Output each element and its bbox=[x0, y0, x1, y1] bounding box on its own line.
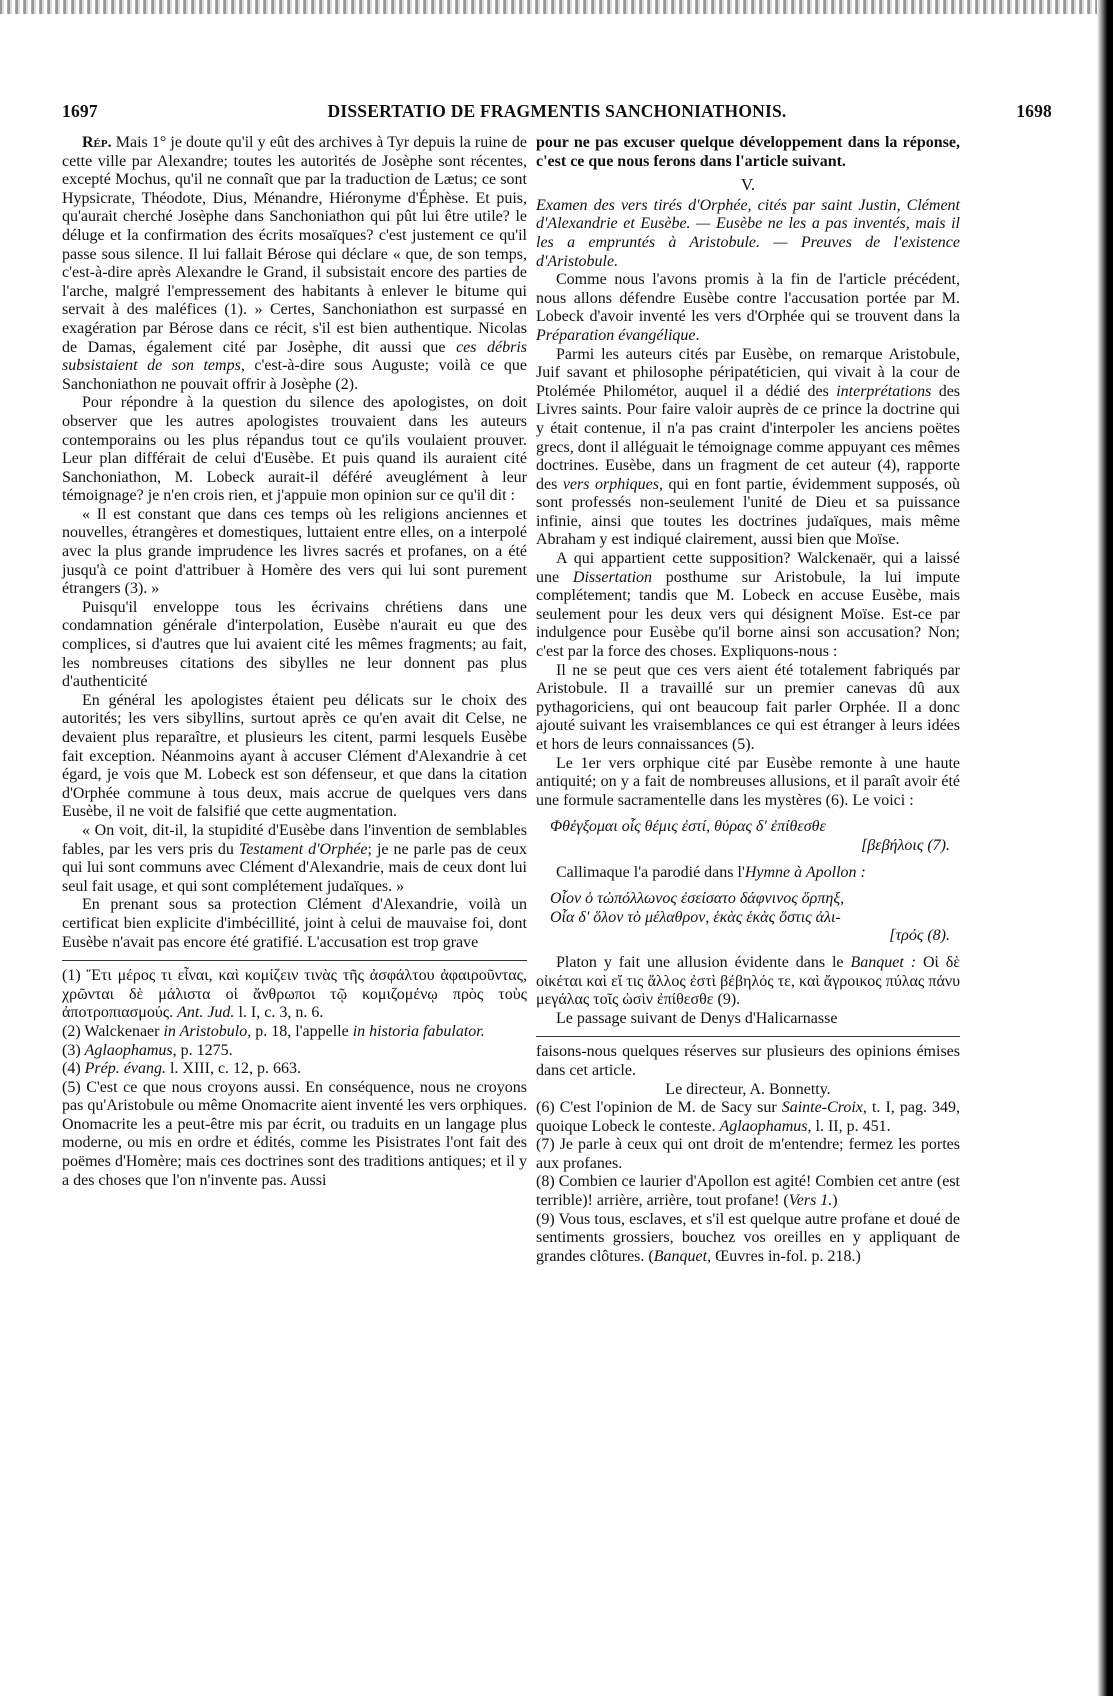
paragraph-text: des Livres saints. Pour faire valoir auprès de ce prince la doctrine qui y était contenue, il n'a pas craint d'interpoler les anciens poëtes grecs, dont il alléguait le témoignage comme appuyant ces mêmes doctrines. Eusèbe, dans un fragment de cet auteur (4), rapporte des bbox=[536, 382, 961, 493]
footnote bbox=[536, 1173, 960, 1210]
section-summary: Examen des vers tirés d'Orphée, cités par saint Justin, Clément d'Alexandrie et Eusèbe. — Eusèbe ne les a pas inventés, mais il les a empruntés à Aristobule. — Preuves de l'existence d'Aristobule. bbox=[536, 196, 960, 270]
page-number-right: 1698 bbox=[1016, 101, 1052, 121]
greek-line: Οἷα δ' ὅλον τὸ μέλαθρον, ἑκὰς ἑκὰς ὅστις ἀλι- bbox=[550, 908, 841, 926]
scan-noise-top bbox=[0, 0, 1113, 14]
footnote-text: (6) C'est l'opinion de M. de Sacy sur bbox=[536, 1099, 777, 1117]
italic-text: vers orphiques bbox=[562, 475, 659, 493]
paragraph-text: Parmi les auteurs cités par Eusèbe, on remarque Aristobule, Juif savant et philosophe péripatéticien, qui vivait à la cour de Ptolémée Philométor, auquel il a dédié des bbox=[536, 345, 960, 400]
section-number: V. bbox=[740, 175, 756, 195]
paragraph: Il ne se peut que ces vers aient été totalement fabriqués par Aristobule. Il a travaillé sur un premier canevas dû aux pythagoriciens, qui ont beaucoup fait parler Orphée. Il a donc ajouté suivant les vraisemblances ce qui est étranger à leurs idées et hors de leurs connaissances (5). bbox=[536, 661, 960, 753]
right-column bbox=[536, 134, 960, 1266]
footnote-rule bbox=[536, 1036, 960, 1037]
paragraph: pour ne pas excuser quelque développement dans la réponse, c'est ce que nous ferons dans l'article suivant. bbox=[536, 134, 960, 170]
footnote: (7) Je parle à ceux qui ont droit de m'entendre; fermez les portes aux profanes. bbox=[536, 1136, 960, 1172]
paragraph bbox=[62, 134, 527, 394]
quotation: « Il est constant que dans ces temps où les religions anciennes et nouvelles, étrangères et domestiques, luttaient entre elles, on a interpolé avec la plus grande imprudence les livres sacrés et profanes, on a été jusqu'à ce point d'attribuer à Homère des vers qui lui sont purement étrangers (3). » bbox=[62, 505, 527, 598]
paragraph bbox=[536, 550, 960, 662]
italic-text: ces débris subsistaient de son temps bbox=[62, 338, 528, 375]
italic-text: Sainte-Croix bbox=[781, 1099, 863, 1117]
running-title: DISSERTATIO DE FRAGMENTIS SANCHONIATHONIS. bbox=[327, 101, 787, 121]
left-column bbox=[62, 134, 527, 1190]
paragraph: Comme nous l'avons promis à la fin de l'article précédent, nous allons défendre Eusèbe contre l'accusation portée par M. Lobeck d'avoir inventé les vers d'Orphée qui se trouvent dans la Préparation évangélique. bbox=[536, 271, 960, 344]
paragraph bbox=[536, 346, 960, 551]
paragraph-text: A qui appartient cette supposition? Walckenaër, qui a laissé une bbox=[536, 550, 960, 586]
footnote-continuation: faisons-nous quelques réserves sur plusieurs des opinions émises dans cet article. bbox=[536, 1043, 960, 1079]
footnote bbox=[62, 1060, 527, 1079]
footnote-text: (9) Vous tous, esclaves, et s'il est quelque autre profane et doué de sentiments grossiers, bouchez vos oreilles en y appliquant de grandes clôtures. ( bbox=[536, 1210, 960, 1265]
footnote-text: Œuvres in-fol. p. 218.) bbox=[715, 1247, 861, 1265]
italic-text: Aglaophamus bbox=[84, 1041, 173, 1059]
italic-text: Banquet, bbox=[653, 1247, 712, 1265]
paragraph: En général les apologistes étaient peu délicats sur le choix des autorités; les vers sibyllins, surtout après ce qu'en avait dit Celse, ne devaient plus reparaître, et plusieurs les citent, parmi lesquels Eusèbe fait exception. Néanmoins ayant à accuser Clément d'Alexandrie à cet égard, je vois que M. Lobeck est son défenseur, et que dans la citation d'Orphée commune à tous deux, mais accrue de quelques vers dans Eusèbe, il ne voit de falsifié que cette augmentation. bbox=[62, 691, 527, 821]
footnote bbox=[62, 1042, 527, 1061]
footnote-text: , p. 1275. bbox=[172, 1041, 233, 1059]
paragraph-text: Platon y fait une allusion évidente dans le bbox=[556, 953, 844, 971]
paragraph: Puisqu'il enveloppe tous les écrivains chrétiens dans une condamnation générale d'interpolation, Eusèbe n'aurait eu que des complices, si d'autres que lui avaient cité les mêmes fragments; au fait, les nombreuses citations des sibylles ne leur donnent pas plus d'authenticité bbox=[62, 598, 527, 691]
italic-text: Dissertation bbox=[572, 568, 653, 586]
italic-text: Préparation évangélique bbox=[536, 326, 696, 344]
greek-verse bbox=[536, 818, 960, 855]
footnote-text: (4) bbox=[62, 1060, 81, 1078]
footnote bbox=[62, 967, 527, 1023]
paragraph bbox=[536, 864, 960, 883]
paragraph: Pour répondre à la question du silence des apologistes, on doit observer que les autres apologistes trouvaient dans les auteurs contemporains ou les plus répandus tout ce qu'ils voulaient prouver. Leur plan différait de celui d'Eusèbe. Et puis quand ils auraient cité Sanchoniathon, M. Lobeck aurait-il déféré aveuglément à leur témoignage? je n'en crois rien, et j'appuie mon opinion sur ce qu'il dit : bbox=[62, 394, 527, 505]
greek-quote: Οἱ δὲ οἰκέται καὶ εἴ τις ἄλλος ἐστὶ βέβηλός τε, καὶ ἄγροικος πύλας πάνυ μεγάλας τοῖς ὠσὶν ἐπίθεσθε (9). bbox=[536, 953, 961, 1009]
footnotes-right bbox=[536, 1043, 960, 1266]
italic-text: Testament d'Orphée bbox=[238, 840, 368, 858]
italic-text: Hymne à Apollon : bbox=[744, 863, 866, 881]
footnote-text: (2) Walckenaer bbox=[62, 1022, 160, 1040]
paragraph-text: Callimaque l'a parodié dans l' bbox=[556, 863, 745, 881]
paragraph-text: « On voit, dit-il, la stupidité d'Eusèbe dans l'invention de semblables fables, par les vers pris du bbox=[62, 821, 527, 858]
footnote-greek: (1) Ἔτι μέρος τι εἶναι, καὶ κομίζειν τινὰς τῆς ἀσφάλτου ἀφαιροῦντας, χρῶνται δὲ μάλιστα οἱ ἄνθρωποι τῷ κομιζομένῳ πρὸς τοὺς ἀποτροπιασμούς. bbox=[62, 967, 527, 1022]
greek-line-continuation: [τρός (8). bbox=[889, 927, 950, 945]
paragraph bbox=[536, 954, 960, 1010]
footnote-text: , t. I, pag. 349, quoique Lobeck le conteste. bbox=[536, 1099, 960, 1135]
quotation bbox=[62, 822, 527, 896]
footnote-rule bbox=[62, 960, 527, 961]
paragraph-text: Comme nous l'avons promis à la fin de l'article précédent, nous allons défendre Eusèbe contre l'accusation portée par M. Lobeck d'avoir inventé les vers d'Orphée qui se trouvent dans la bbox=[536, 271, 960, 326]
footnote-text: l. I, c. 3, n. 6. bbox=[238, 1004, 324, 1022]
paragraph-text: , c'est-à-dire sous Auguste; voilà ce que Sanchoniathon ne pouvait offrir à Josèphe (2). bbox=[62, 357, 528, 393]
italic-text: Banquet : bbox=[850, 953, 917, 971]
footnote bbox=[536, 1211, 960, 1267]
footnote-text: (3) bbox=[62, 1041, 81, 1059]
greek-line: Οἷον ὁ τὠπόλλωνος ἐσείσατο δάφνινος ὅρπηξ, bbox=[550, 890, 845, 908]
paragraph-text: , qui en font partie, évidemment supposés, où sont professés non-seulement l'unité de Dieu et sa puissance infinie, ainsi que toutes les doctrines judaïques, mais même Abraham y est indiqué clairement, aussi bien que Moïse. bbox=[536, 475, 961, 549]
footnote-text: , l. II, p. 451. bbox=[807, 1117, 891, 1135]
footnote: (5) C'est ce que nous croyons aussi. En conséquence, nous ne croyons pas qu'Aristobule ou même Onomacrite aient inventé les vers orphiques. Onomacrite les a peut-être mis par écrit, ou traduits en un langage plus moderne, ou mis en ordre et édités, comme les Pisistrates l'ont fait des poëmes d'Homère; mais ces doctrines sont des traditions antiques; et il y a des choses que l'on n'invente pas. Aussi bbox=[62, 1078, 527, 1189]
page-number-left: 1697 bbox=[62, 101, 98, 121]
paragraph-text: ; je ne parle pas de ceux qui lui sont communs avec Clément d'Alexandrie, mais de ceux dont lui seul fait usage, et qui sont complétement judaïques. » bbox=[62, 840, 528, 895]
italic-text: in Aristobulo bbox=[163, 1022, 248, 1040]
footnote bbox=[62, 1023, 527, 1042]
italic-text: Prép. évang. bbox=[84, 1060, 166, 1078]
page-header bbox=[62, 101, 1052, 129]
paragraph-text: posthume sur Aristobule, la lui impute complétement; tandis que M. Lobeck en accuse Eusèbe, mais seulement pour les deux vers qui désignent Moïse. Est-ce par indulgence pour Eusèbe qu'il borne ainsi son accusation? Non; c'est par la force des choses. Expliquons-nous : bbox=[536, 568, 961, 661]
paragraph: Le passage suivant de Denys d'Halicarnasse bbox=[556, 1009, 838, 1027]
footnote-text: , p. 18, l'appelle bbox=[247, 1022, 349, 1040]
footnote-text: (8) Combien ce laurier d'Apollon est agité! Combien cet antre (est terrible)! arrière, arrière, tout profane! ( bbox=[536, 1173, 960, 1210]
paragraph: En prenant sous sa protection Clément d'Alexandrie, voilà un certificat bien explicite d'imbécillité, joint à celui de mauvaise foi, dont Eusèbe n'avait pas encore été gratifié. L'accusation est trop grave bbox=[62, 896, 527, 951]
italic-text: Vers 1. bbox=[788, 1192, 833, 1210]
footnote-text: ) bbox=[832, 1192, 838, 1210]
footnote-text: l. XIII, c. 12, p. 663. bbox=[169, 1060, 302, 1078]
italic-text: Aglaophamus bbox=[719, 1117, 808, 1135]
scan-edge-right bbox=[1097, 0, 1113, 1696]
italic-text: interprétations bbox=[836, 382, 932, 400]
footnotes-left bbox=[62, 967, 527, 1190]
footnote bbox=[536, 1099, 960, 1136]
italic-text: Ant. Jud. bbox=[177, 1004, 235, 1022]
greek-line-continuation: [βεβήλοις (7). bbox=[861, 836, 950, 854]
signature-line: Le directeur, A. Bonnetty. bbox=[665, 1080, 831, 1098]
paragraph: Le 1er vers orphique cité par Eusèbe remonte à une haute antiquité; on y a fait de nombreuses allusions, et il paraît avoir été une formule sacramentelle dans les mystères (6). Le voici : bbox=[536, 754, 960, 809]
paragraph-text: Mais 1° je doute qu'il y eût des archives à Tyr depuis la ruine de cette ville par Alexandre; toutes les autorités de Josèphe sont récentes, excepté Mochus, qu'il ne connaît que par la traduction de Lætus; ce sont Hypsicrate, Théodote, Dius, Ménandre, Hiéronyme d'Éphèse. Et puis, qu'aurait cherché Josèphe dans Sanchoniathon qui pût lui être utile? le déluge et la confirmation des écrits mosaïques? c'est justement ce qu'il passe sous silence. Il lui fallait Bérose qui déclare « que, de son temps, c'est-à-dire après Alexandre le Grand, il subsistait encore des parties de l'arche, malgré l'empressement des habitants à enlever le bitume qui servait à des maléfices (1). » Certes, Sanchoniathon est surpassé en exagération par Bérose dans ce récit, s'il est bien authentique. Nicolas de Damas, également cité par Josèphe, dit aussi que bbox=[62, 134, 527, 356]
reply-label: Rép. bbox=[82, 134, 112, 151]
greek-line: Φθέγξομαι οἷς θέμις ἐστί, θύρας δ' ἐπίθεσθε bbox=[550, 818, 826, 836]
greek-verse bbox=[536, 890, 960, 946]
italic-text: in historia fabulator. bbox=[352, 1022, 485, 1040]
